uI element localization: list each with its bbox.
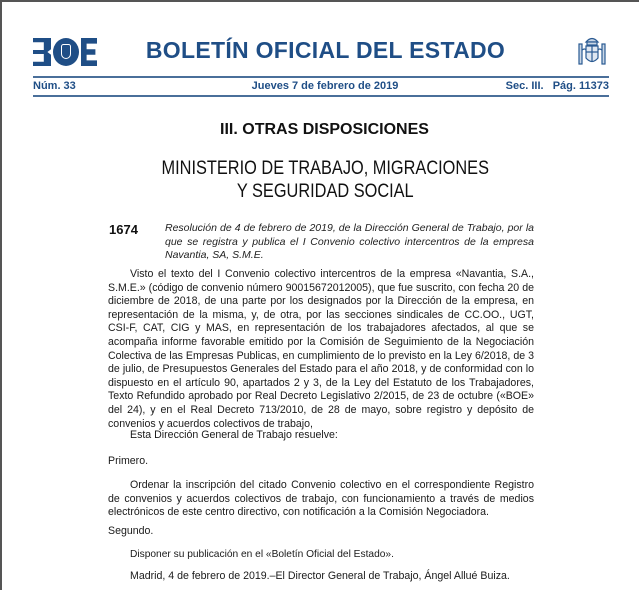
ministry-heading [46,157,596,203]
header-rule-bottom [33,95,609,97]
ministry-line-2: Y SEGURIDAD SOCIAL [236,181,414,202]
header-rule-top [33,76,609,78]
label-primero: Primero. [108,455,149,467]
ministry-line-1: MINISTERIO DE TRABAJO, MIGRACIONES [161,158,489,179]
signature-line: Madrid, 4 de febrero de 2019.–El Director General de Trabajo, Ángel Allué Buiza. [130,570,510,582]
resolution-number: 1674 [109,222,138,237]
paragraph-primero: Ordenar la inscripción del citado Convenio colectivo en el correspondiente Registro de convenios y acuerdos colectivos de trabajo, con funcionamiento a través de medios electrónicos de este centro directivo, con notificación a la Comisión Negociadora. [108,479,534,519]
section-heading: III. OTRAS DISPOSICIONES [220,121,429,138]
paragraph-visto: Visto el texto del I Convenio colectivo intercentros de la empresa «Navantia, S.A., S.M.E.» (código de convenio número 90015672012005), que fue suscrito, con fecha 20 de diciembre de 2018, de una parte por los designados por la Dirección de la empresa, en representación de la misma, y, de otra, por las secciones sindicales de CC.OO., UGT, CSI-F, CAT, CIG y MAS, en representación de los trabajadores afectados, al que se acompaña informe favorable emitido por la Comisión de Seguimiento de la Negociación Colectiva de las Empresas Publicas, en cumplimiento de lo previsto en la Ley 6/2018, de 3 de julio, de Presupuestos Generales del Estado para el año 2018, y de conformidad con lo dispuesto en el artículo 90, apartados 2 y 3, de la Ley del Estatuto de los Trabajadores, Texto Refundido aprobado por Real Decreto Legislativo 2/2015, de 23 de octubre («BOE» del 24), y en el Real Decreto 713/2010, de 28 de mayo, sobre registro y depósito de convenios y acuerdos colectivos de trabajo, [108,268,534,430]
resolution-title: Resolución de 4 de febrero de 2019, de la Dirección General de Trabajo, por la que se registra y publica el I Convenio colectivo intercentros de la empresa Navantia, SA, S.M.E. [165,222,534,261]
section-page: Sec. III. Pág. 11373 [505,80,609,92]
issue-date: Jueves 7 de febrero de 2019 [251,80,399,92]
label-segundo: Segundo. [108,525,154,537]
paragraph-segundo: Disponer su publicación en el «Boletín Oficial del Estado». [130,549,394,560]
paragraph-resuelve: Esta Dirección General de Trabajo resuelve: [130,429,338,441]
publication-title: BOLETÍN OFICIAL DEL ESTADO [145,37,506,63]
coat-of-arms-icon [576,34,608,68]
issue-number: Núm. 33 [33,80,76,92]
